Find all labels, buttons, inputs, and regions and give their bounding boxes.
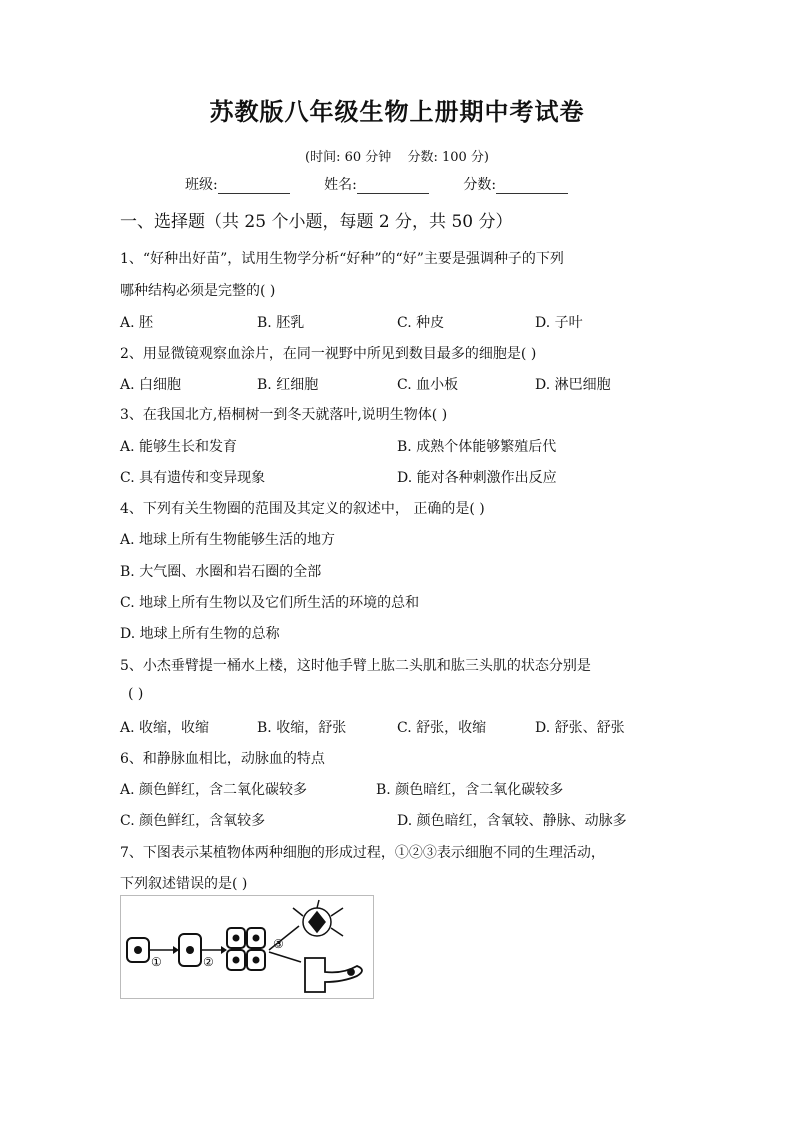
step-2-label: ② — [203, 955, 214, 969]
section-title: 一、选择题（共 25 个小题，每题 2 分，共 50 分） — [120, 212, 513, 232]
class-blank[interactable] — [218, 179, 290, 194]
q6-option-d[interactable]: D. 颜色暗红，含氧较、静脉、动脉多 — [397, 813, 627, 829]
q6-option-b[interactable]: B. 颜色暗红，含二氧化碳较多 — [376, 782, 564, 798]
question-7-cont: 下列叙述错误的是( ) — [120, 876, 248, 892]
time-info: (时间: 60 分钟 — [305, 150, 392, 165]
q2-option-c[interactable]: C. 血小板 — [397, 377, 459, 393]
nucleus-bl — [233, 957, 240, 964]
q6-option-c[interactable]: C. 颜色鲜红，含氧较多 — [120, 813, 266, 829]
step-1-label: ① — [151, 955, 162, 969]
cell-nucleus — [134, 946, 142, 954]
grown-cell-nucleus — [186, 946, 194, 954]
q3-option-d[interactable]: D. 能对各种刺激作出反应 — [397, 470, 557, 486]
question-2: 2、用显微镜观察血涂片，在同一视野中所见到数目最多的细胞是( ) — [120, 346, 537, 362]
q5-option-b[interactable]: B. 收缩，舒张 — [257, 720, 347, 736]
q1-option-a[interactable]: A. 胚 — [120, 315, 154, 331]
question-3: 3、在我国北方,梧桐树一到冬天就落叶,说明生物体( ) — [120, 407, 448, 423]
q1-option-d[interactable]: D. 子叶 — [535, 315, 583, 331]
exam-meta — [0, 146, 794, 165]
four-cells — [227, 928, 265, 970]
q3-option-c[interactable]: C. 具有遗传和变异现象 — [120, 470, 266, 486]
q4-option-a[interactable]: A. 地球上所有生物能够生活的地方 — [120, 532, 336, 548]
question-6: 6、和静脉血相比，动脉血的特点 — [120, 751, 325, 767]
q2-option-d[interactable]: D. 淋巴细胞 — [535, 377, 611, 393]
question-5-cont: ( ) — [128, 686, 144, 702]
class-label: 班级: — [185, 177, 218, 193]
q5-option-d[interactable]: D. 舒张、舒张 — [535, 720, 625, 736]
q1-option-b[interactable]: B. 胚乳 — [257, 315, 305, 331]
step-3-label: ③ — [273, 937, 284, 951]
score-blank[interactable] — [496, 179, 568, 194]
q5-option-a[interactable]: A. 收缩，收缩 — [120, 720, 210, 736]
score-field[interactable] — [463, 174, 568, 194]
differentiated-cell-2 — [305, 958, 362, 992]
question-1: 1、“好种出好苗”，试用生物学分析“好种”的“好”主要是强调种子的下列 — [120, 251, 564, 267]
q2-option-b[interactable]: B. 红细胞 — [257, 377, 319, 393]
q4-option-d[interactable]: D. 地球上所有生物的总称 — [120, 626, 280, 642]
question-7: 7、下图表示某植物体两种细胞的形成过程，①②③表示细胞不同的生理活动， — [120, 845, 605, 861]
nucleus-tl — [233, 935, 240, 942]
score-info: 分数: 100 分) — [407, 150, 489, 165]
nucleus-tr — [253, 935, 260, 942]
name-field[interactable] — [324, 174, 429, 194]
name-label: 姓名: — [324, 177, 357, 193]
score-label: 分数: — [463, 177, 497, 193]
q4-option-b[interactable]: B. 大气圈、水圈和岩石圈的全部 — [120, 564, 322, 580]
nucleus-br — [253, 957, 260, 964]
arrow-2-head — [221, 946, 227, 954]
cell-division-diagram — [120, 895, 374, 999]
q6-option-a[interactable]: A. 颜色鲜红，含二氧化碳较多 — [120, 782, 308, 798]
cell-diagram-svg — [121, 896, 373, 998]
arrow-3-down — [269, 952, 301, 962]
differentiated-cell-1 — [293, 900, 343, 936]
student-fields — [185, 174, 598, 194]
q5-option-c[interactable]: C. 舒张，收缩 — [397, 720, 487, 736]
q3-option-a[interactable]: A. 能够生长和发育 — [120, 439, 238, 455]
class-field[interactable] — [185, 174, 290, 194]
q3-option-b[interactable]: B. 成熟个体能够繁殖后代 — [397, 439, 557, 455]
name-blank[interactable] — [357, 179, 429, 194]
question-1-cont: 哪种结构必须是完整的( ) — [120, 283, 276, 299]
page-title: 苏教版八年级生物上册期中考试卷 — [209, 97, 585, 126]
q2-option-a[interactable]: A. 白细胞 — [120, 377, 182, 393]
q1-option-c[interactable]: C. 种皮 — [397, 315, 445, 331]
q4-option-c[interactable]: C. 地球上所有生物以及它们所生活的环境的总和 — [120, 595, 420, 611]
question-4: 4、下列有关生物圈的范围及其定义的叙述中， 正确的是( ) — [120, 501, 485, 517]
question-5: 5、小杰垂臂提一桶水上楼，这时他手臂上肱二头肌和肱三头肌的状态分别是 — [120, 658, 591, 674]
